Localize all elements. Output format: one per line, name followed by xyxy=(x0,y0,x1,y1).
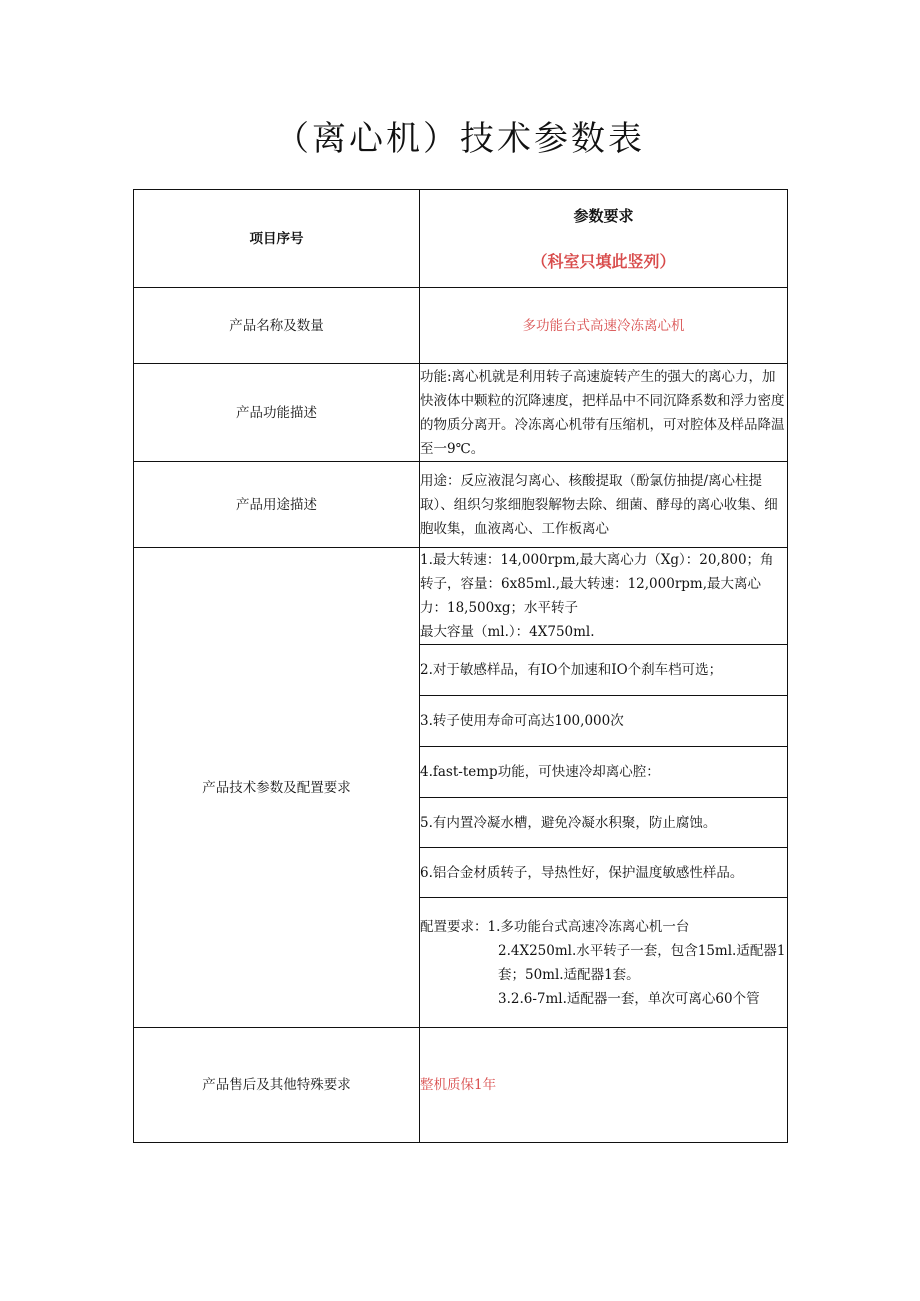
tech-item-2: 2.对于敏感样品，有IO个加速和IO个刹车档可选； xyxy=(420,645,788,696)
spec-table xyxy=(133,189,788,1143)
tech-row xyxy=(134,548,788,645)
department-note: （科室只填此竖列） xyxy=(531,251,676,271)
table-row xyxy=(134,462,788,548)
table-row xyxy=(134,1028,788,1143)
tech-item-5: 5.有内置冷凝水槽，避免冷凝水积聚，防止腐蚀。 xyxy=(420,798,788,848)
table-row xyxy=(134,364,788,462)
param-header-label: 参数要求 xyxy=(573,206,634,225)
tech-item-1-capacity: 最大容量（ml.）：4X750ml. xyxy=(420,624,595,640)
param-header xyxy=(420,190,788,288)
item-number-header: 项目序号 xyxy=(134,190,420,288)
product-function-label: 产品功能描述 xyxy=(134,364,420,462)
tech-params-label: 产品技术参数及配置要求 xyxy=(134,548,420,1028)
page-title: （离心机）技术参数表 xyxy=(275,119,645,159)
product-name-label: 产品名称及数量 xyxy=(134,288,420,364)
product-usage-label: 产品用途描述 xyxy=(134,462,420,548)
tech-item-3: 3.转子使用寿命可高达100,000次 xyxy=(420,696,788,747)
product-function-value: 功能:离心机就是利用转子高速旋转产生的强大的离心力，加快液体中颗粒的沉降速度，把样品中不同沉降系数和浮力密度的物质分离开。冷冻离心机带有压缩机，可对腔体及样品降温至一9℃。 xyxy=(420,364,788,462)
config-line-3: 3.2.6-7ml.适配器一套，单次可离心60个管 xyxy=(498,990,760,1007)
table-header-row xyxy=(134,190,788,288)
after-sales-value: 整机质保1年 xyxy=(420,1028,788,1143)
tech-item-1 xyxy=(420,548,788,645)
tech-item-1-text: 1.最大转速：14,000rpm,最大离心力（Xg）：20,800；角转子，容量：6x85ml.,最大转速：12,000rpm,最大离心力：18,500xg；水平转子 xyxy=(420,552,774,616)
tech-item-4: 4.fast-temp功能，可快速冷却离心腔： xyxy=(420,747,788,798)
table-row xyxy=(134,288,788,364)
tech-item-6: 6.铝合金材质转子，导热性好，保护温度敏感性样品。 xyxy=(420,848,788,898)
after-sales-label: 产品售后及其他特殊要求 xyxy=(134,1028,420,1143)
config-line-1: 配置要求：1.多功能台式高速冷冻离心机一台 xyxy=(420,918,690,935)
product-name-value: 多功能台式高速冷冻离心机 xyxy=(420,288,788,364)
config-line-2: 2.4X250ml.水平转子一套，包含15ml.适配器1套；50ml.适配器1套。 xyxy=(498,942,786,983)
product-usage-value: 用途：反应液混匀离心、核酸提取（酚氯仿抽提/离心柱提取）、组织匀浆细胞裂解物去除、细菌、酵母的离心收集、细胞收集，血液离心、工作板离心 xyxy=(420,462,788,548)
config-requirements xyxy=(420,898,788,1028)
